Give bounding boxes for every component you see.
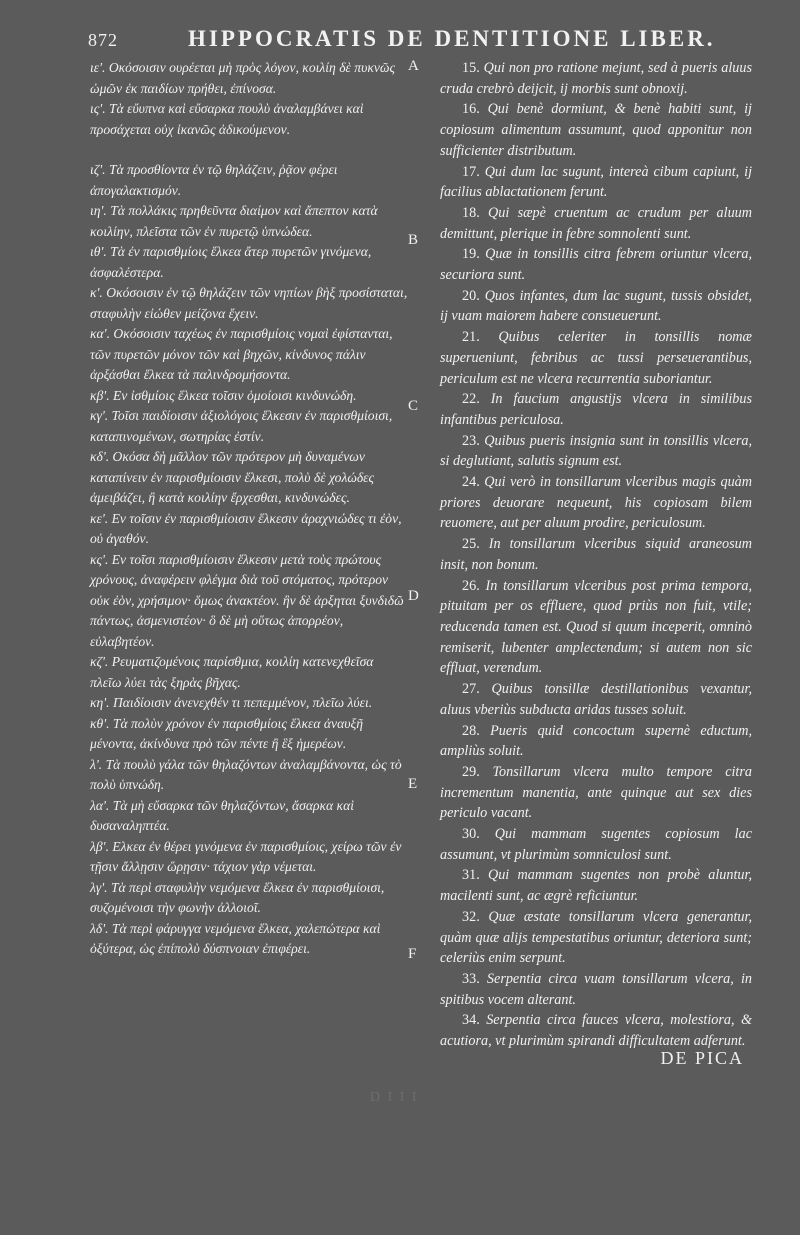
- latin-aphorism: 19. Quæ in tonsillis citra febrem oriuntur vlcera, securiora sunt.: [440, 246, 752, 284]
- page-header: [88, 26, 788, 56]
- page-number: 872: [88, 30, 118, 50]
- greek-aphorism: κζ'. Ρευματιζομένοις παρίσθμια, κοιλίη κατενεχθεῖσα πλεῖω λύει τὰς ξηρὰς βῆχας.: [90, 654, 374, 690]
- greek-aphorism: ιζ'. Τὰ προσθίοντα ἐν τῷ θηλάζειν, ῥᾷον φέρει ἀπογαλακτισμόν.: [90, 162, 338, 198]
- latin-aphorism: 32. Quæ æstate tonsillarum vlcera generantur, quàm quæ alijs tempestatibus oriuntur, deteriora sunt; celeriùs enim serpunt.: [440, 908, 753, 967]
- greek-aphorism: λβ'. Ελκεα ἐν θέρει γινόμενα ἐν παρισθμίοις, χείρω τῶν ἐν τῇσιν ἄλλῃσιν ὥρῃσιν· τάχιον γὰρ νέμεται.: [90, 838, 402, 874]
- latin-aphorism: 15. Qui non pro ratione mejunt, sed à pueris aluus cruda crebrò deijcit, ij morbis sunt obnoxij.: [440, 60, 752, 97]
- margin-letter: F: [408, 946, 417, 962]
- greek-aphorism: κθ'. Τὰ πολὺν χρόνον ἐν παρισθμίοις ἕλκεα ἀναυξῆ μένοντα, ἀκίνδυνα πρὸ τῶν πέντε ἢ ἓξ ἡμερέων.: [90, 715, 364, 751]
- greek-aphorism: ιη'. Τὰ πολλάκις πρηθεῦντα διαίμον καὶ ἄπεπτον κατὰ κοιλίην, πλεῖστα τῶν ἐν πυρετῷ ὑπνώδεα.: [90, 203, 378, 239]
- greek-aphorism: κδ'. Οκόσα δὴ μᾶλλον τῶν πρότερον μὴ δυναμένων καταπίνειν ἐν παρισθμίοισιν ἕλκεσι, πολὺ δὲ χολώδες ἀμειβάζει, ἢ κατὰ κοιλίην ἔρχεσθαι, κινδυνώδες.: [90, 449, 375, 505]
- greek-aphorism: λ'. Τὰ πουλὺ γάλα τῶν θηλαζόντων ἀναλαμβάνοντα, ὡς τὸ πολὺ ὑπνώδη.: [90, 756, 402, 792]
- margin-letter: C: [408, 398, 419, 414]
- latin-aphorism: 30. Qui mammam sugentes copiosum lac assumunt, vt plurimùm somniculosi sunt.: [440, 826, 752, 863]
- latin-aphorism: 27. Quibus tonsillæ destillationibus vexantur, aluus vberiùs subducta aridas tusses soluit.: [440, 681, 753, 718]
- latin-aphorism: 31. Qui mammam sugentes non probè aluntur, macilenti sunt, ac ægrè reficiuntur.: [440, 867, 753, 905]
- greek-aphorism: κ'. Οκόσοισιν ἐν τῷ θηλάζειν τῶν νηπίων βὴξ προσίσταται, σταφυλὴν εἰώθεν μείζονα ἔχειν.: [90, 285, 408, 321]
- greek-aphorism: κγ'. Τοῖσι παιδίοισιν ἀξιολόγοις ἕλκεσιν ἐν παρισθμίοισι, καταπινομένων, σωτηρίας ἐστίν.: [90, 408, 393, 444]
- greek-aphorism: λγ'. Τὰ περὶ σταφυλὴν νεμόμενα ἕλκεα ἐν παρισθμίοισι, συζομένοισι τὴν φωνὴν ἀλλοιοῖ.: [90, 879, 385, 915]
- greek-aphorism: λδ'. Τὰ περὶ φάρυγγα νεμόμενα ἕλκεα, χαλεπώτερα καὶ ὀξύτερα, ὡς ἐπίπολὺ δύσπνοιαν ἐπιφέρει.: [90, 920, 381, 956]
- greek-aphorism: κε'. Εν τοῖσιν ἐν παρισθμίοισιν ἕλκεσιν ἀραχνιώδες τι ἐὸν, οὐ ἀγαθόν.: [90, 510, 402, 546]
- greek-aphorism: κς'. Εν τοῖσι παρισθμίοισιν ἕλκεσιν μετὰ τοὺς πρώτους χρόνους, ἀναφέρειν φλέγμα διὰ τοῦ στόματος, πρότερον οὐκ ἐὸν, χρήσιμον· ὅμως ἀνακτέον. ἢν δὲ ἀρξηται ξυνδιδῶ πάντως, ἀσμενιστέον· ὃ δὲ μὴ οὕτως ἀπορρέον, εὐλαβητέον.: [90, 551, 404, 649]
- greek-aphorism: κα'. Οκόσοισιν ταχέως ἐν παρισθμίοις νομαὶ ἐφίστανται, τῶν πυρετῶν μόνον τῶν καὶ βηχῶν, κίνδυνος πάλιν ἀρξάσθαι ἕλκεα τὰ παλινδρομήσοντα.: [90, 326, 393, 382]
- latin-aphorism: 34. Serpentia circa fauces vlcera, molestiora, & acutiora, vt plurimùm spirandi difficultatem adferunt.: [440, 1012, 753, 1050]
- bleed-through-text: D I I I: [370, 1090, 419, 1105]
- greek-aphorism: ιθ'. Τὰ ἐν παρισθμίοις ἕλκεα ἄτερ πυρετῶν γινόμενα, ἀσφαλέστερα.: [90, 244, 372, 280]
- greek-aphorism: ιε'. Οκόσοισιν ουρέεται μὴ πρὸς λόγον, κοιλίη δὲ πυκνῶς ὠμῶν ἐκ παιδίων πρήθει, ἐπίνοσα.: [90, 60, 395, 96]
- greek-aphorism: κη'. Παιδίοισιν ἀνενεχθέν τι πεπεμμένον, πλεῖω λύει.: [90, 695, 373, 710]
- latin-aphorism: 24. Qui verò in tonsillarum vlceribus magis quàm priores deuorare nequeunt, his copiosam bilem reuomere, aut per aluum prodire, periculosum.: [440, 474, 753, 532]
- latin-aphorism: 23. Quibus pueris insignia sunt in tonsillis vlcera, si deglutiant, salutis signum est.: [440, 432, 752, 470]
- latin-aphorism: 28. Pueris quid concoctum supernè eductum, ampliùs soluit.: [440, 722, 752, 760]
- latin-aphorism: 16. Qui benè dormiunt, & benè habiti sunt, ij copiosum alimentum assumunt, quod apponitur non sufficienter distributum.: [440, 101, 752, 159]
- latin-aphorism: 26. In tonsillarum vlceribus post prima tempora, pituitam per os effluere, quod priùs non fuit, vtile; reducenda tamen est. Quod si quum inceperit, omninò remiserit, lubenter amplectendum; si autem non sic effluat, verendum.: [440, 577, 753, 677]
- margin-letter: B: [408, 232, 419, 248]
- latin-aphorism: 33. Serpentia circa vuam tonsillarum vlcera, in spitibus vocem alterant.: [440, 970, 752, 1008]
- greek-aphorism: κβ'. Εν ἰσθμίοις ἕλκεα τοῖσιν ὁμοίοισι κινδυνώδη.: [90, 387, 357, 403]
- latin-aphorism: 20. Quos infantes, dum lac sugunt, tussis obsidet, ij vuam maiorem habere consueuerunt.: [440, 287, 753, 325]
- running-title: HIPPOCRATIS DE DENTITIONE LIBER.: [188, 26, 716, 51]
- latin-column: [440, 58, 752, 1052]
- margin-letter: E: [408, 776, 418, 792]
- latin-aphorism: 17. Qui dum lac sugunt, intereà cibum capiunt, ij facilius ablactationem ferunt.: [440, 163, 753, 201]
- greek-column: [90, 58, 408, 960]
- latin-aphorism: 18. Qui sæpè cruentum ac crudum per aluum demittunt, plerique in febre somnolenti sunt.: [440, 204, 753, 242]
- latin-aphorism: 29. Tonsillarum vlcera multo tempore citra incrementum manentia, ante quinque aut sex dies periculo vacant.: [440, 763, 752, 822]
- latin-aphorism: 22. In faucium angustijs vlcera in similibus infantibus periculosa.: [440, 391, 753, 428]
- greek-aphorism: λα'. Τὰ μὴ εὔσαρκα τῶν θηλαζόντων, ἄσαρκα καὶ δυσαναληπτέα.: [90, 797, 354, 833]
- margin-letter: D: [408, 588, 419, 604]
- catchword: DE PICA: [660, 1048, 744, 1068]
- latin-aphorism: 21. Quibus celeriter in tonsillis nomæ superueniunt, febribus ac tussi perseuerantibus, periculum est ne vlcera recurrentia suboriantur.: [440, 329, 752, 387]
- greek-aphorism: ις'. Τὰ εὔυπνα καὶ εὔσαρκα πουλὺ ἀναλαμβάνει καὶ προσάχεται οὐχ ἱκανῶς ἀδικούμενον.: [90, 101, 364, 137]
- margin-letter: A: [408, 58, 419, 74]
- latin-aphorism: 25. In tonsillarum vlceribus siquid araneosum insit, non bonum.: [440, 536, 753, 573]
